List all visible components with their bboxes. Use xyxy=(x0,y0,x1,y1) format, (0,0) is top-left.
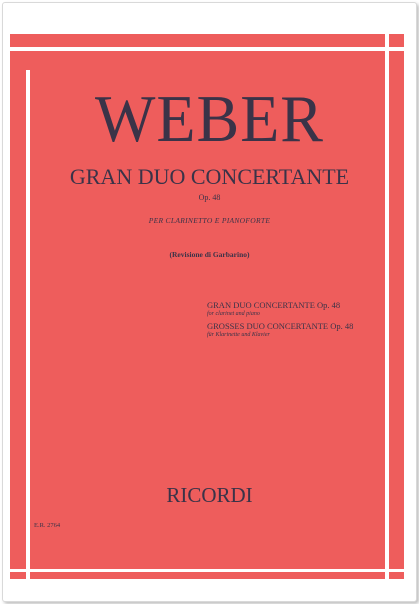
catalog-number: E.R. 2764 xyxy=(34,522,61,529)
work-title: GRAN DUO CONCERTANTE xyxy=(69,164,350,189)
german-caption: für Klarinette und Klavier xyxy=(207,332,270,338)
composer-name: WEBER xyxy=(95,81,324,156)
english-caption: for clarinet and piano xyxy=(207,311,260,317)
publisher-name: RICORDI xyxy=(166,483,253,507)
instrumentation: PER CLARINETTO E PIANOFORTE xyxy=(148,216,271,225)
opus-number: Op. 48 xyxy=(198,193,221,202)
bottom-white-stripe xyxy=(10,569,404,572)
revision-note: (Revisione di Garbarino) xyxy=(169,250,250,259)
german-title: GROSSES DUO CONCERTANTE Op. 48 xyxy=(207,321,354,331)
english-title: GRAN DUO CONCERTANTE Op. 48 xyxy=(207,300,341,310)
top-white-stripe xyxy=(10,47,404,51)
